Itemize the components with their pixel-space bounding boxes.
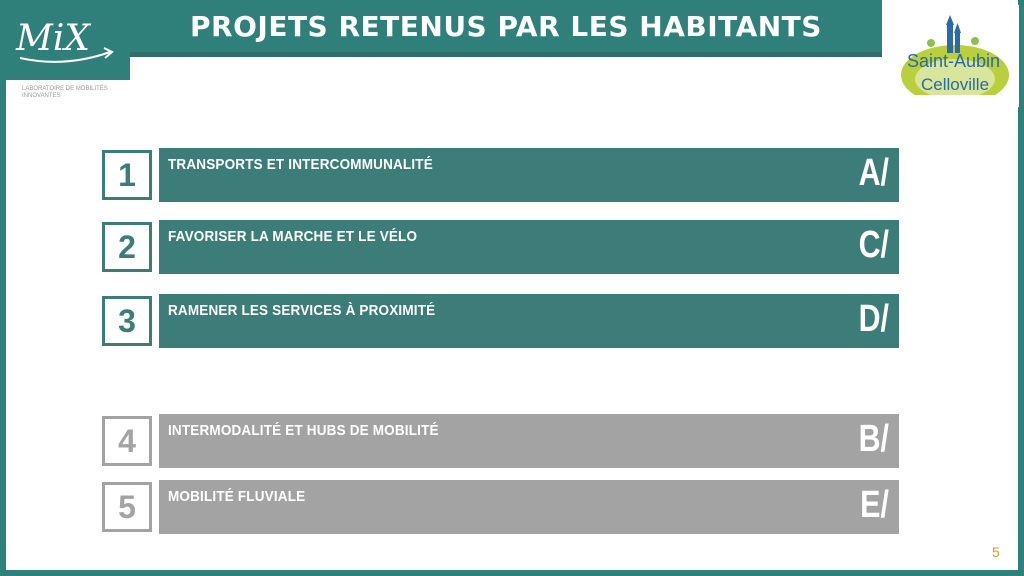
project-label: INTERMODALITÉ ET HUBS DE MOBILITÉ [168, 422, 439, 439]
project-bar [159, 294, 899, 348]
project-letter: D/ [858, 298, 889, 340]
mix-logo-subtitle: LABORATOIRE DE MOBILITÉS INNOVANTES [22, 86, 108, 99]
project-label: FAVORISER LA MARCHE ET LE VÉLO [168, 228, 418, 245]
saint-aubin-logo [885, 5, 1019, 107]
project-number: 3 [102, 296, 152, 346]
mix-logo [0, 0, 130, 80]
mix-logo-icon [10, 8, 120, 70]
list-item [102, 416, 904, 470]
project-letter: E/ [860, 484, 889, 526]
saint-aubin-logo-line2: Celloville [921, 75, 990, 94]
list-item [102, 296, 904, 350]
project-bar [159, 480, 899, 534]
project-letter: C/ [858, 224, 889, 266]
project-bar [159, 414, 899, 468]
project-bar [159, 220, 899, 274]
project-label: RAMENER LES SERVICES À PROXIMITÉ [168, 302, 436, 319]
project-label: MOBILITÉ FLUVIALE [168, 488, 306, 505]
saint-aubin-logo-line1: Saint-Aubin [907, 51, 1001, 71]
page-number: 5 [992, 544, 1000, 560]
project-number: 4 [102, 416, 152, 466]
project-label: TRANSPORTS ET INTERCOMMUNALITÉ [168, 156, 433, 173]
list-item [102, 222, 904, 276]
project-bar [159, 148, 899, 202]
project-letter: A/ [858, 152, 889, 194]
page-title: PROJETS RETENUS PAR LES HABITANTS [130, 0, 882, 57]
project-letter: B/ [858, 418, 889, 460]
project-number: 2 [102, 222, 152, 272]
project-number: 5 [102, 482, 152, 532]
svg-text:MiX: MiX [16, 18, 91, 59]
project-number: 1 [102, 150, 152, 200]
list-item [102, 150, 904, 204]
list-item [102, 482, 904, 536]
